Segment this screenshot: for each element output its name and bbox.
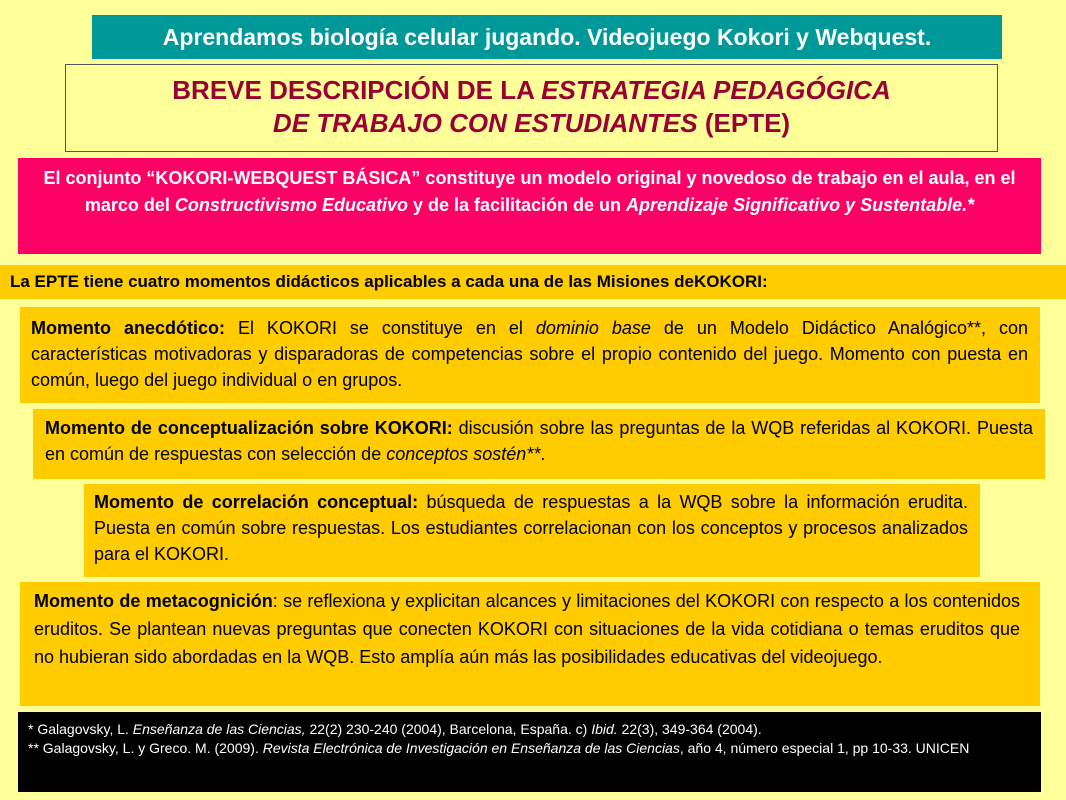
title-part-2: ESTRATEGIA PEDAGÓGICA: [541, 75, 891, 105]
moment-text: El KOKORI se constituye en el: [224, 318, 536, 338]
title-part-4: (EPTE): [697, 108, 791, 138]
page-title: [65, 64, 998, 152]
moment-text: : se reflexiona y explicitan alcances y limitaciones del KOKORI con respecto a los contenidos eruditos. Se plantean nuevas preguntas que conecten KOKORI con situaciones de la vida cotidiana o temas eruditos que no hubieran sido abordadas en la WQB. Esto amplía aún más las posibilidades educativas del videojuego.: [34, 591, 1020, 667]
reference-text: , año 4, número especial 1, pp 10-33. UNICEN: [679, 740, 970, 756]
moment-text-italic: dominio base: [535, 318, 651, 338]
moment-title: Momento anecdótico:: [31, 318, 225, 338]
moment-correlacion: [84, 484, 980, 577]
header-banner: [92, 15, 1002, 59]
intro-text-3: y de la facilitación de un: [407, 195, 627, 215]
reference-text: 22(2) 230-240 (2004), Barcelona, España. c): [305, 721, 592, 737]
epte-text: La EPTE tiene cuatro momentos didácticos aplicables a cada una de las Misiones de: [10, 272, 694, 291]
intro-text-1: El conjunto “KOKORI-WEBQUEST BÁSICA” constituye un modelo original y novedoso de trabajo en el aula, en el marco del: [43, 168, 1016, 215]
moment-text: búsqueda de respuestas a la WQB sobre la información erudita. Puesta en común sobre respuestas. Los estudiantes correlacionan con los conceptos y procesos analizados para el KOKORI.: [94, 492, 968, 564]
moment-title: Momento de correlación conceptual:: [94, 492, 419, 512]
moment-metacognicion: [20, 582, 1040, 706]
header-banner-text: Aprendamos biología celular jugando. Videojuego Kokori y Webquest.: [162, 23, 932, 50]
intro-text-2: Constructivismo Educativo: [174, 195, 408, 215]
intro-paragraph: [18, 158, 1041, 254]
references-box: [18, 712, 1041, 792]
title-part-3: DE TRABAJO CON ESTUDIANTES: [272, 108, 698, 138]
reference-journal: Enseñanza de las Ciencias,: [132, 721, 306, 737]
epte-kokori: KOKORI:: [694, 272, 768, 291]
reference-2: [28, 739, 1031, 758]
reference-text: 22(3), 349-364 (2004).: [617, 721, 762, 737]
reference-text: ** Galagovsky, L. y Greco. M. (2009).: [28, 740, 263, 756]
moment-text-italic: conceptos sostén**: [386, 444, 541, 464]
moment-anecdotico: [20, 307, 1040, 403]
moment-conceptualizacion: [33, 409, 1045, 479]
moment-title: Momento de conceptualización sobre KOKORI:: [45, 418, 453, 438]
reference-1: [28, 720, 1031, 739]
title-part-1: BREVE DESCRIPCIÓN DE LA: [172, 75, 542, 105]
reference-text: * Galagovsky, L.: [28, 721, 133, 737]
reference-ibid: Ibid.: [591, 721, 618, 737]
moment-title: Momento de metacognición: [34, 591, 273, 611]
reference-journal: Revista Electrónica de Investigación en Enseñanza de las Ciencias: [262, 740, 680, 756]
intro-text-4: Aprendizaje Significativo y Sustentable.*: [626, 195, 975, 215]
moment-text: .: [540, 444, 546, 464]
moment-text: de un Modelo Didáctico Analógico**, con características motivadoras y disparadoras de competencias sobre el propio contenido del juego. Momento con puesta en común, luego del juego individual o en grupos.: [31, 318, 1028, 390]
epte-summary-bar: [0, 265, 1066, 299]
moment-text: discusión sobre las preguntas de la WQB referidas al KOKORI. Puesta en común de respuestas con selección de: [45, 418, 1033, 464]
